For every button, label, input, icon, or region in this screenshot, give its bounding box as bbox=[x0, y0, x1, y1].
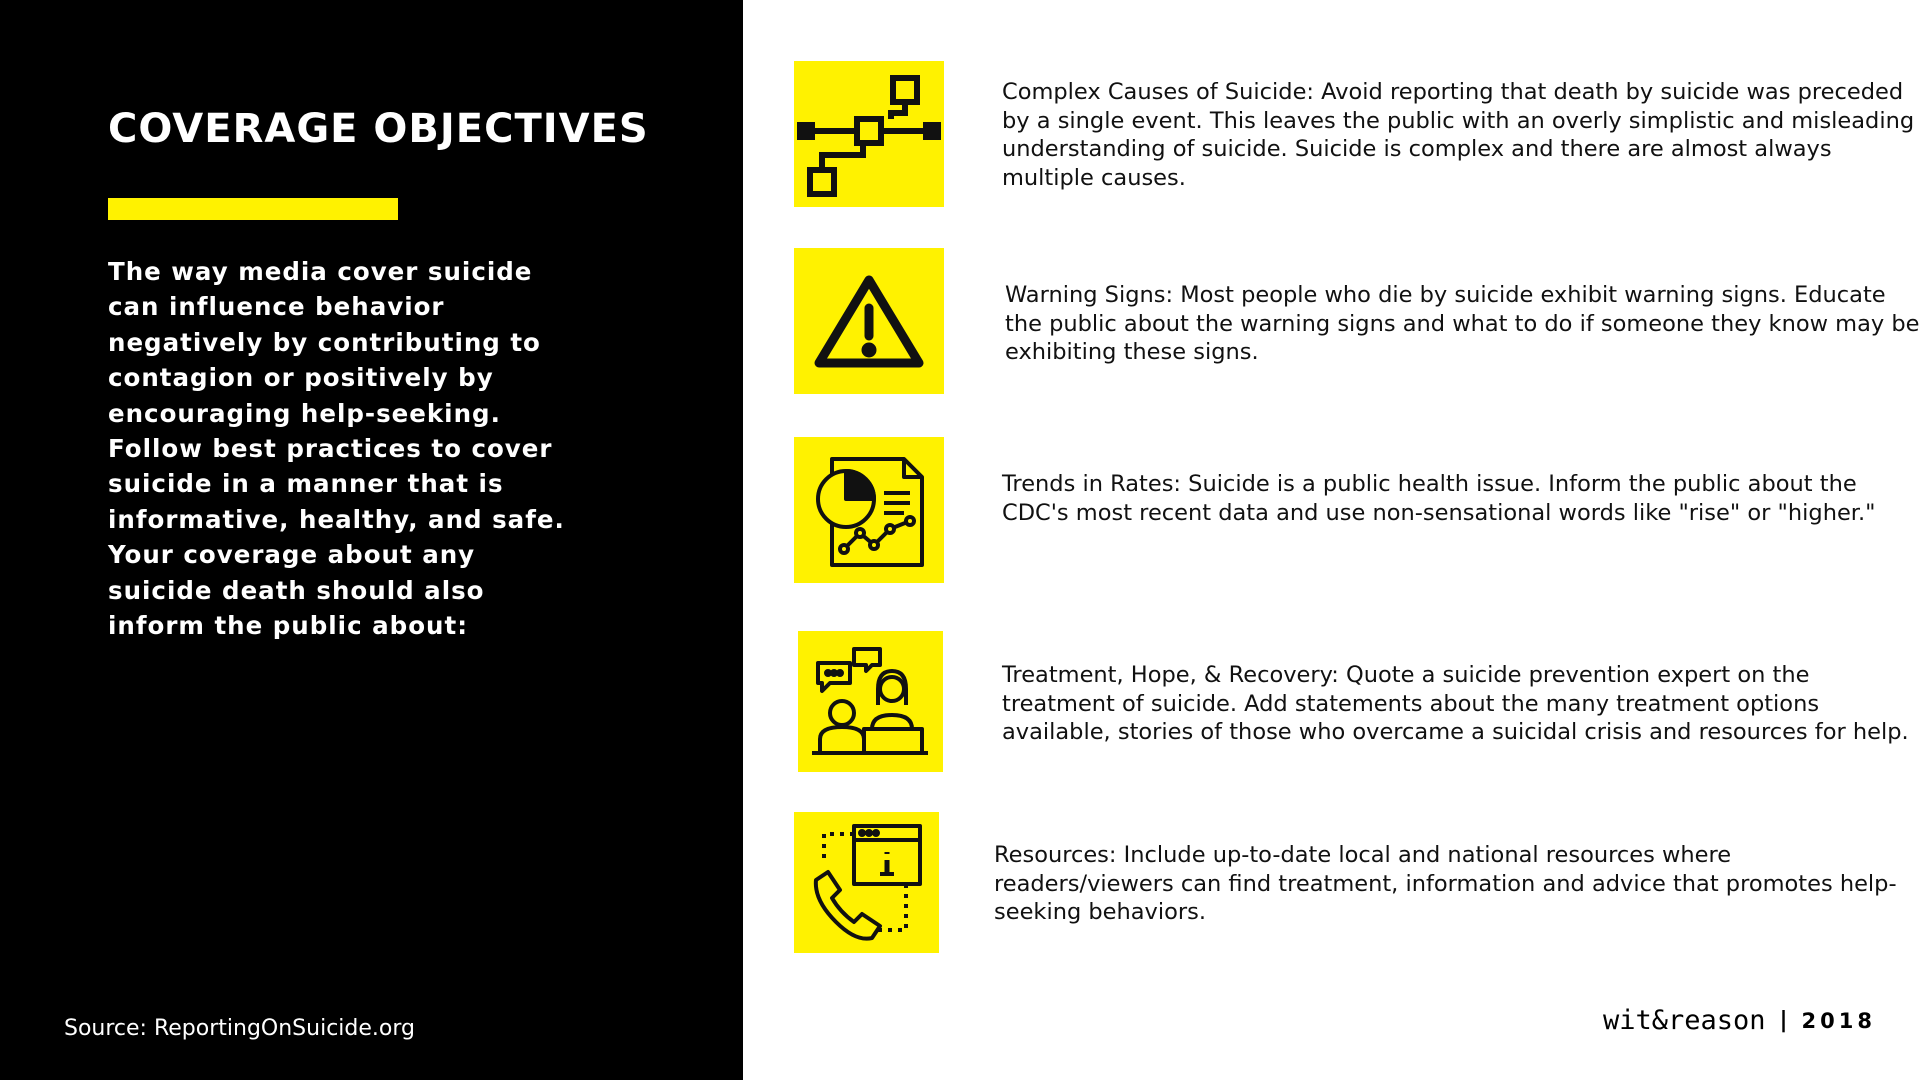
intro-paragraph: The way media cover suicide can influence behavior negatively by contributing to contagion or positively by encouraging help-seeking. Follow best practices to cover suicide in a manner that is informative, healthy, and safe. Your coverage about any suicide death should also inform the public about: bbox=[108, 257, 565, 641]
report-chart-icon bbox=[794, 437, 944, 583]
item-complex-causes: Complex Causes of Suicide: Avoid reporting that death by suicide was preceded by a single event. This leaves the public with an overly simplistic and misleading understanding of suicide. Suicide is complex and there are almost always multiple causes. bbox=[1002, 79, 1915, 191]
warning-icon bbox=[794, 248, 944, 394]
branding bbox=[1603, 1005, 1876, 1036]
item-warning-signs: Warning Signs: Most people who die by suicide exhibit warning signs. Educate the public about the warning signs and what to do if someone they know may be exhibiting these signs. bbox=[1005, 282, 1920, 365]
accent-bar bbox=[108, 198, 398, 220]
brand-separator: | bbox=[1779, 1008, 1788, 1033]
item-trends-in-rates: Trends in Rates: Suicide is a public health issue. Inform the public about the CDC's most recent data and use non-sensational words like "rise" or "higher." bbox=[1002, 471, 1876, 526]
brand-logo: wit&reason bbox=[1602, 1005, 1766, 1036]
brand-year: 2018 bbox=[1801, 1008, 1876, 1033]
source-citation: Source: ReportingOnSuicide.org bbox=[64, 1016, 415, 1041]
counseling-icon bbox=[798, 631, 943, 772]
item-resources: Resources: Include up-to-date local and national resources where readers/viewers can find treatment, information and advice that promotes help-seeking behaviors. bbox=[994, 842, 1897, 925]
phone-info-icon bbox=[794, 812, 939, 953]
left-panel bbox=[0, 0, 743, 1080]
item-treatment-hope-recovery: Treatment, Hope, & Recovery: Quote a suicide prevention expert on the treatment of suicide. Add statements about the many treatment options available, stories of those who overcame a suicidal crisis and resources for help. bbox=[1002, 662, 1909, 745]
page-title: COVERAGE OBJECTIVES bbox=[108, 106, 649, 152]
flowchart-icon bbox=[794, 61, 944, 207]
